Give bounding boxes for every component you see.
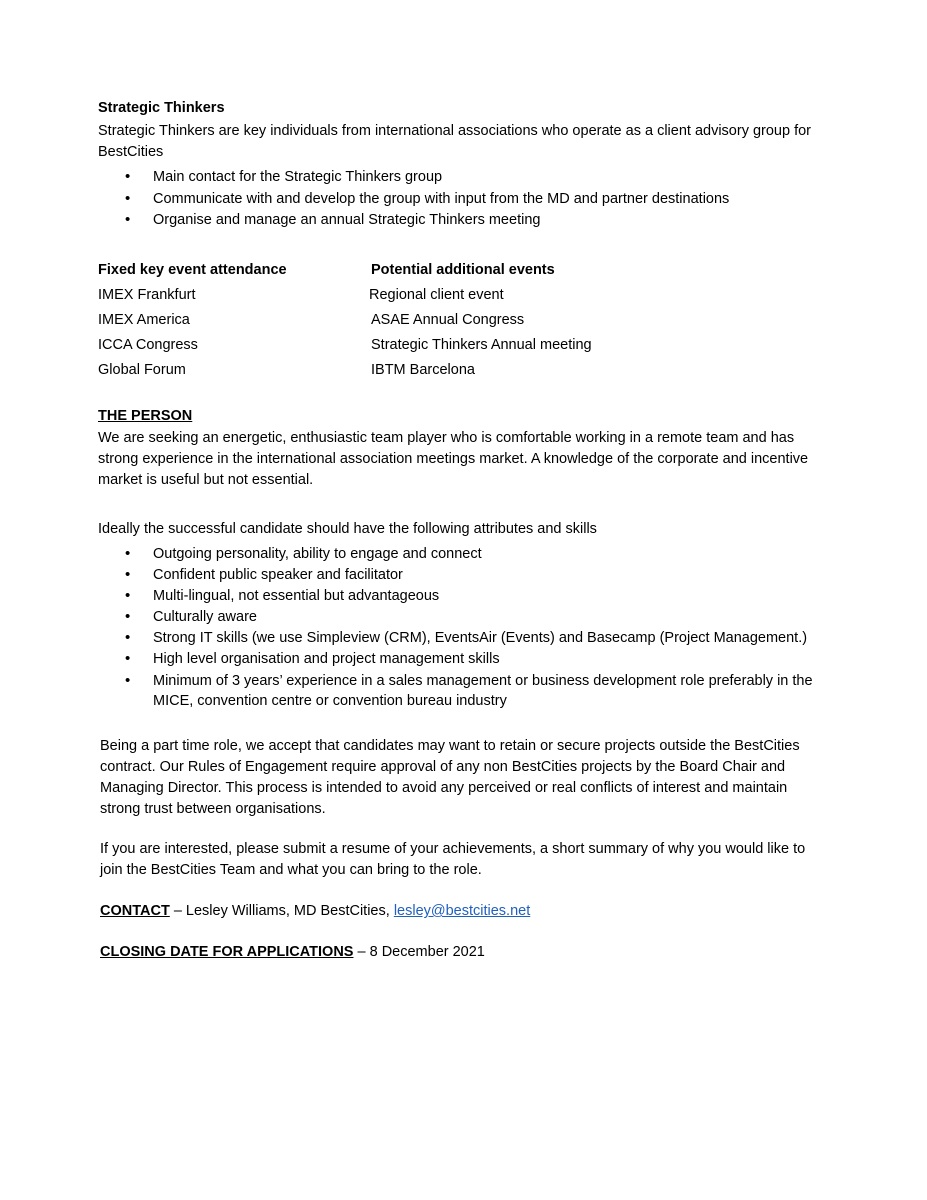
table-row [98, 360, 828, 385]
fixed-event-cell: ICCA Congress [98, 336, 198, 353]
additional-events-header: Potential additional events [371, 261, 555, 278]
list-item: • Strong IT skills (we use Simpleview (CRM), EventsAir (Events) and Basecamp (Project Management.) [98, 628, 828, 649]
list-item: • Organise and manage an annual Strategic Thinkers meeting [98, 210, 828, 231]
list-item: • Confident public speaker and facilitator [98, 565, 828, 586]
fixed-event-cell: IMEX Frankfurt [98, 286, 196, 303]
document-content [98, 98, 828, 963]
list-item: • Main contact for the Strategic Thinkers group [98, 167, 828, 188]
strategic-thinkers-list [98, 167, 828, 230]
fixed-events-header: Fixed key event attendance [98, 261, 287, 278]
additional-event-cell: ASAE Annual Congress [371, 311, 525, 328]
list-item: • Communicate with and develop the group with input from the MD and partner destinations [98, 189, 828, 210]
contact-text: – Lesley Williams, MD BestCities, [169, 903, 394, 920]
fixed-event-cell: Global Forum [98, 361, 186, 378]
table-row [98, 285, 828, 310]
events-header-row [98, 260, 828, 285]
contact-line [98, 901, 828, 922]
the-person-intro: We are seeking an energetic, enthusiastic team player who is comfortable working in a remote team and has strong experience in the international association meetings market. A knowledge of the corporate and incentive market is useful but not essential. [98, 430, 809, 488]
contact-label: CONTACT [100, 903, 170, 920]
closing-date-label: CLOSING DATE FOR APPLICATIONS [100, 943, 354, 960]
list-item: • Minimum of 3 years’ experience in a sales management or business development role preferably in the MICE, convention centre or convention bureau industry [98, 671, 828, 713]
the-person-heading: THE PERSON [98, 407, 193, 424]
closing-date-text: – 8 December 2021 [353, 943, 485, 960]
fixed-event-cell: IMEX America [98, 311, 190, 328]
strategic-thinkers-heading: Strategic Thinkers [98, 100, 225, 116]
list-item: • High level organisation and project management skills [98, 649, 828, 670]
part-time-paragraph: Being a part time role, we accept that candidates may want to retain or secure projects outside the BestCities contract. Our Rules of Engagement require approval of any non BestCities projects by the Board Chair and Managing Director. This process is intended to avoid any perceived or real conflicts of interest and maintain strong trust between organisations. [100, 738, 800, 817]
table-row [98, 335, 828, 360]
closing-date-line [98, 942, 828, 963]
additional-event-cell: Strategic Thinkers Annual meeting [371, 336, 592, 353]
contact-email-link[interactable]: lesley@bestcities.net [393, 903, 531, 920]
list-item: • Outgoing personality, ability to engage and connect [98, 544, 828, 565]
additional-event-cell: IBTM Barcelona [371, 361, 475, 378]
skills-intro: Ideally the successful candidate should have the following attributes and skills [98, 520, 597, 537]
skills-list [98, 544, 828, 713]
additional-event-cell: Regional client event [369, 286, 504, 303]
strategic-thinkers-intro: Strategic Thinkers are key individuals from international associations who operate as a client advisory group for BestCities [98, 122, 812, 160]
list-item: • Culturally aware [98, 607, 828, 628]
table-row [98, 310, 828, 335]
list-item: • Multi-lingual, not essential but advantageous [98, 586, 828, 607]
apply-paragraph: If you are interested, please submit a resume of your achievements, a short summary of why you would like to join the BestCities Team and what you can bring to the role. [100, 841, 806, 879]
events-table [98, 260, 828, 385]
